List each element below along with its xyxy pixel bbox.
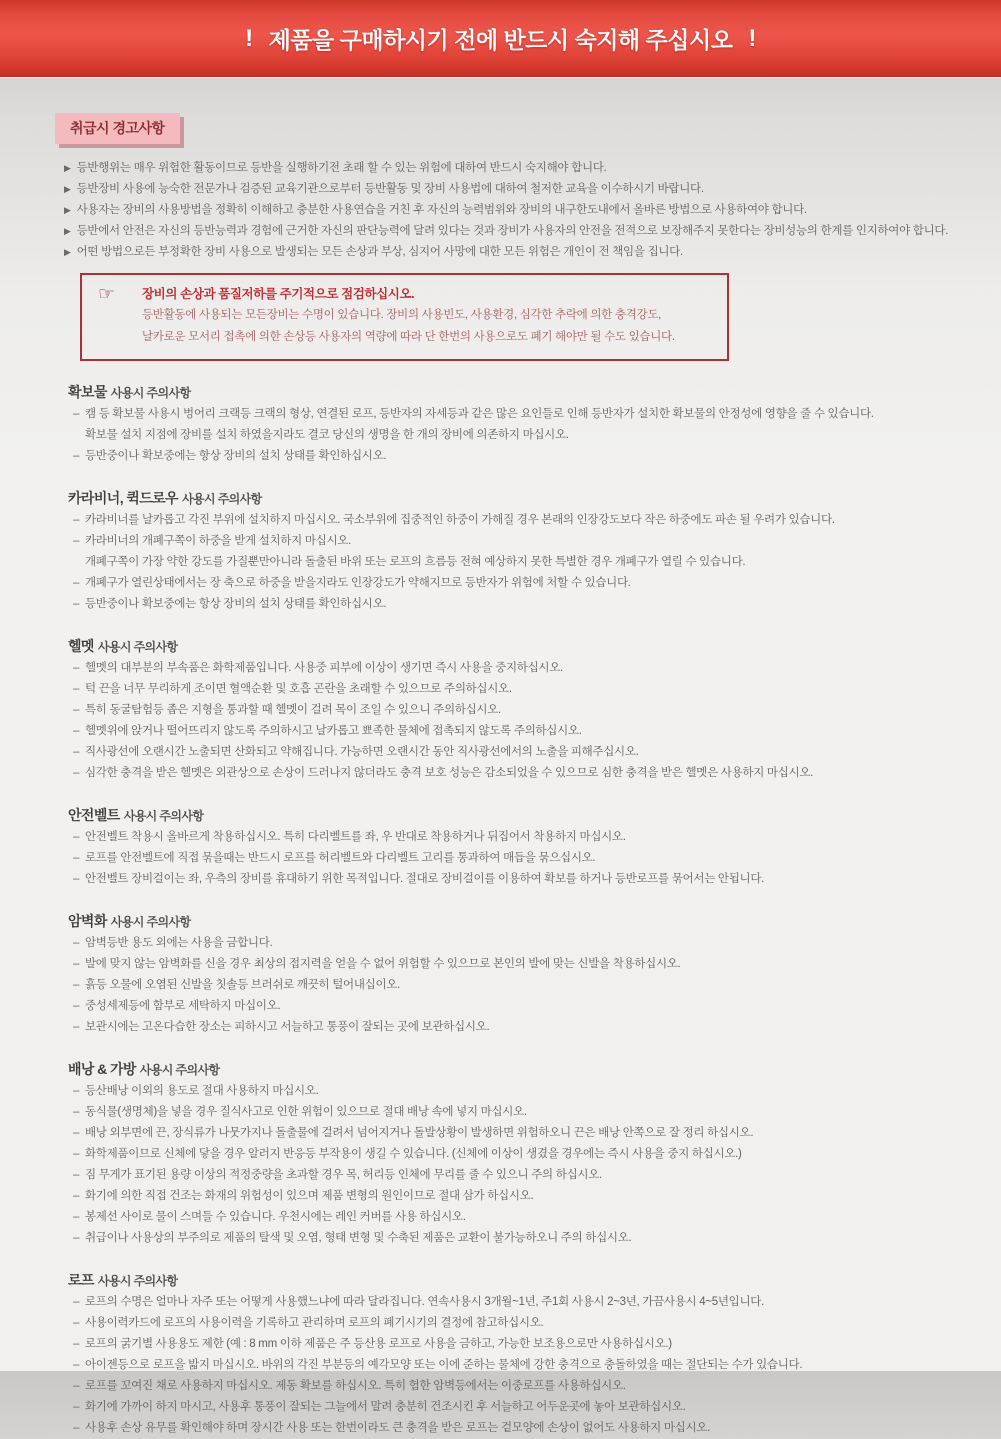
list-item — [68, 552, 1001, 573]
list-item — [68, 721, 1001, 742]
general-warning-item — [64, 158, 1001, 179]
precaution-section — [68, 1270, 1001, 1439]
list-item-text: 로프의 굵기별 사용용도 제한 (예 : 8 mm 이하 제품은 주 등산용 로프로 사용을 금하고, 가능한 보조용으로만 사용하십시오.) — [85, 1338, 672, 1350]
list-item-text: 개폐구가 열린상태에서는 장 축으로 하중을 받을지라도 인장강도가 약해지므로 등반자가 위험에 처할 수 있습니다. — [85, 577, 631, 589]
dash-bullet: – — [73, 1317, 80, 1329]
list-item-text: 취급이나 사용상의 부주의로 제품의 탈색 및 오염, 형태 변형 및 수축된 제품은 교환이 불가능하오니 주의 하십시오. — [85, 1232, 632, 1244]
section-item-list — [68, 827, 1001, 890]
list-item-text: 동식물(생명체)을 넣을 경우 질식사고로 인한 위험이 있으므로 절대 배낭 속에 넣지 마십시오. — [85, 1106, 527, 1118]
dash-bullet: – — [73, 1000, 80, 1012]
dash-bullet: – — [73, 1106, 80, 1118]
inspection-notice-line: 등반활동에 사용되는 모든장비는 수명이 있습니다. 장비의 사용빈도, 사용환경, 심각한 추락에 의한 충격강도, — [142, 309, 662, 321]
precaution-section — [68, 382, 1001, 467]
dash-bullet: – — [73, 514, 80, 526]
list-item-text: 아이젠등으로 로프을 밟지 마십시오. 바위의 각진 부분등의 예각모양 또는 이에 준하는 물체에 강한 충격으로 충돌하였을 때는 절단되는 수가 있습니다. — [85, 1359, 803, 1371]
dash-bullet: – — [73, 408, 80, 420]
list-item-text: 봉제선 사이로 물이 스며들 수 있습니다. 우천시에는 레인 커버를 사용 하십시오. — [85, 1211, 466, 1223]
dash-bullet: – — [73, 1169, 80, 1181]
list-item-text: 보관시에는 고온다습한 장소는 피하시고 서늘하고 통풍이 잘되는 곳에 보관하십시오. — [85, 1021, 490, 1033]
list-item — [68, 1292, 1001, 1313]
section-item-list — [68, 1081, 1001, 1249]
list-item — [68, 1334, 1001, 1355]
list-item — [68, 975, 1001, 996]
general-warning-item — [64, 221, 1001, 242]
dash-bullet: – — [73, 1380, 80, 1392]
list-item-text: 흙등 오물에 오염된 신발을 칫솔등 브러쉬로 깨끗히 털어내십이오. — [85, 979, 401, 991]
dash-bullet: – — [73, 1338, 80, 1350]
section-title-suffix: 사용시 주의사항 — [110, 915, 191, 929]
list-item-text: 사용이력카드에 로프의 사용이력을 기록하고 관리하며 로프의 폐기시기의 결정에 참고하십시오. — [85, 1317, 544, 1329]
section-heading — [68, 636, 1001, 658]
list-item — [68, 1376, 1001, 1397]
banner-title-text: 제품을 구매하시기 전에 반드시 숙지해 주십시오 — [268, 27, 733, 53]
precaution-sections — [68, 382, 1001, 1439]
list-item — [68, 827, 1001, 848]
inspection-notice-box — [80, 273, 729, 361]
general-warning-item — [64, 200, 1001, 221]
section-heading — [68, 1270, 1001, 1292]
list-item — [68, 933, 1001, 954]
list-item-text: 카라비너를 날카롭고 각진 부위에 설치하지 마십시오. 국소부위에 집중적인 하중이 가해질 경우 본래의 인장강도보다 작은 하중에도 파손 될 우려가 있습니다. — [85, 514, 835, 526]
dash-bullet: – — [73, 1021, 80, 1033]
list-item — [68, 510, 1001, 531]
dash-bullet: – — [73, 598, 80, 610]
triangle-bullet-icon: ▶ — [64, 247, 71, 257]
list-item-text: 로프를 안전벨트에 직접 묶을때는 반드시 로프를 허리벨트와 다리벨트 고리를 통과하여 매듭을 묶으십시오. — [85, 852, 596, 864]
general-warning-text: 어떤 방법으로든 부정확한 장비 사용으로 발생되는 모든 손상과 부상, 심지어 사망에 대한 모든 위험은 개인이 전 책임을 집니다. — [76, 246, 683, 258]
dash-bullet: – — [73, 704, 80, 716]
list-item-text: 카라비너의 개폐구쪽이 하중을 받게 설치하지 마십시오. — [85, 535, 351, 547]
dash-bullet: – — [73, 852, 80, 864]
list-item — [68, 848, 1001, 869]
section-heading — [68, 488, 1001, 510]
section-title-suffix: 사용시 주의사항 — [139, 1063, 220, 1077]
list-item-text: 화기에 의한 직접 건조는 화재의 위험성이 있으며 제품 변형의 원인이므로 절대 삼가 하십시오. — [85, 1190, 534, 1202]
dash-bullet: – — [73, 450, 80, 462]
precaution-section — [68, 1059, 1001, 1249]
section-title: 로프 — [68, 1272, 94, 1288]
dash-bullet: – — [73, 1422, 80, 1434]
precaution-section — [68, 488, 1001, 615]
dash-bullet: – — [73, 577, 80, 589]
section-title: 안전벨트 — [68, 807, 120, 823]
section-title: 카라비너, 퀵드로우 — [68, 490, 178, 506]
dash-bullet: – — [73, 535, 80, 547]
section-item-list — [68, 510, 1001, 615]
dash-bullet: – — [73, 1190, 80, 1202]
section-title-suffix: 사용시 주의사항 — [110, 386, 191, 400]
general-warning-text: 사용자는 장비의 사용방법을 정확히 이해하고 충분한 사용연습을 거친 후 자신의 능력범위와 장비의 내구한도내에서 올바른 방법으로 사용하여야 합니다. — [76, 204, 807, 216]
section-title: 암벽화 — [68, 913, 107, 929]
list-item — [68, 1081, 1001, 1102]
list-item-text: 안전벨트 장비걸이는 좌, 우측의 장비를 휴대하기 위한 목적입니다. 절대로 장비걸이를 이용하여 확보를 하거나 등반로프를 묶어서는 안됩니다. — [85, 873, 765, 885]
list-item-text: 심각한 충격을 받은 헬멧은 외관상으로 손상이 드러나지 않더라도 충격 보호 성능은 감소되었을 수 있으므로 심한 충격을 받은 헬멧은 사용하지 마십시오. — [85, 767, 814, 779]
dash-bullet: – — [73, 662, 80, 674]
top-warning-banner — [0, 0, 1001, 78]
general-warning-text: 등반행위는 매우 위험한 활동이므로 등반을 실행하기전 초래 할 수 있는 위험에 대하여 반드시 숙지해야 합니다. — [76, 162, 607, 174]
list-item-text: 등반중이나 확보중에는 항상 장비의 설치 상태를 확인하십시오. — [85, 450, 387, 462]
dash-bullet: – — [73, 1296, 80, 1308]
dash-bullet: – — [73, 1085, 80, 1097]
section-title: 헬멧 — [68, 638, 94, 654]
list-item — [68, 594, 1001, 615]
dash-bullet: – — [73, 746, 80, 758]
list-item-text: 로프의 수명은 얼마나 자주 또는 어떻게 사용했느냐에 따라 달라집니다. 연속사용시 3개월~1년, 주1회 사용시 2~3년, 가끔사용시 4~5년입니다. — [85, 1296, 764, 1308]
list-item — [68, 404, 1001, 425]
exclamation-mark-left: ! — [245, 24, 253, 52]
list-item — [68, 1186, 1001, 1207]
list-item-text: 턱 끈을 너무 무리하게 조이면 혈액순환 및 호흡 곤란을 초래할 수 있으므로 주의하십시오. — [85, 683, 512, 695]
section-heading — [68, 1059, 1001, 1081]
list-item-text: 확보물 설치 지점에 장비를 설치 하였을지라도 결코 당신의 생명을 한 개의 장비에 의존하지 마십시오. — [85, 429, 569, 441]
list-item-text: 암벽등반 용도 외에는 사용을 금합니다. — [85, 937, 273, 949]
pointing-hand-icon: ☞ — [98, 284, 116, 305]
list-item-text: 화학제품이므로 신체에 닿을 경우 알러지 반응등 부작용이 생길 수 있습니다. (신체에 이상이 생겼을 경우에는 즉시 사용을 중지 하십시오.) — [85, 1148, 742, 1160]
list-item — [68, 1165, 1001, 1186]
list-item-text: 짐 무게가 표기된 용량 이상의 적정중량을 초과할 경우 목, 허리등 인체에 무리를 줄 수 있으니 주의 하십시오. — [85, 1169, 602, 1181]
triangle-bullet-icon: ▶ — [64, 205, 71, 215]
section-heading — [68, 911, 1001, 933]
list-item — [68, 996, 1001, 1017]
list-item-text: 발에 맞지 않는 암벽화를 신을 경우 최상의 접지력을 얻을 수 없어 위험할 수 있으므로 본인의 발에 맞는 신발을 착용하십시오. — [85, 958, 681, 970]
list-item — [68, 573, 1001, 594]
exclamation-mark-right: ! — [748, 24, 756, 52]
section-item-list — [68, 1292, 1001, 1439]
dash-bullet: – — [73, 1148, 80, 1160]
list-item — [68, 1418, 1001, 1439]
triangle-bullet-icon: ▶ — [64, 163, 71, 173]
list-item-text: 사용후 손상 유무를 확인해야 하며 장시간 사용 또는 한번이라도 큰 충격을 받은 로프는 겉모양에 손상이 없어도 사용하지 마십시오. — [85, 1422, 710, 1434]
list-item-text: 직사광선에 오랜시간 노출되면 산화되고 약해집니다. 가능하면 오랜시간 동안 직사광선에서의 노출을 피해주십시오. — [85, 746, 639, 758]
list-item — [68, 425, 1001, 446]
dash-bullet: – — [73, 831, 80, 843]
list-item — [68, 1123, 1001, 1144]
list-item-text: 특히 동굴탐험등 좁은 지형을 통과할 때 헬멧이 걸려 목이 조일 수 있으니 주의하십시오. — [85, 704, 501, 716]
triangle-bullet-icon: ▶ — [64, 184, 71, 194]
precaution-section — [68, 636, 1001, 784]
general-warning-item — [64, 242, 1001, 263]
dash-bullet: – — [73, 1211, 80, 1223]
dash-bullet: – — [73, 1401, 80, 1413]
list-item — [68, 1355, 1001, 1376]
list-item-text: 화기에 가까이 하지 마시고, 사용후 통풍이 잘되는 그늘에서 말려 충분히 건조시킨 후 서늘하고 어두운곳에 놓아 보관하십시오. — [85, 1401, 686, 1413]
general-warning-text: 등반에서 안전은 자신의 등반능력과 경험에 근거한 자신의 판단능력에 달려 있다는 것과 장비가 사용자의 안전을 전적으로 보장해주지 못한다는 장비성능의 한계를 인지하여야 합니다. — [76, 225, 949, 237]
list-item — [68, 531, 1001, 552]
list-item-text: 헬멧위에 앉거나 떨어뜨리지 않도록 주의하시고 날카롭고 뾰족한 물체에 접촉되지 않도록 주의하십시오. — [85, 725, 582, 737]
dash-bullet: – — [73, 1232, 80, 1244]
precaution-section — [68, 805, 1001, 890]
list-item-text: 로프를 꼬여진 채로 사용하지 마십시오. 제동 확보를 하십시오. 특히 험한 암벽등에서는 이중로프를 사용하십시오. — [85, 1380, 626, 1392]
list-item-text: 배낭 외부면에 끈, 장식류가 나뭇가지나 돌출물에 걸려서 넘어지거나 돌발상황이 발생하면 위험하오니 끈은 배낭 안쪽으로 잘 정리 하십시오. — [85, 1127, 754, 1139]
dash-bullet: – — [73, 683, 80, 695]
section-heading — [68, 382, 1001, 404]
dash-bullet: – — [73, 873, 80, 885]
list-item-text: 헬멧의 대부분의 부속품은 화학제품입니다. 사용중 피부에 이상이 생기면 즉시 사용을 중지하십시오. — [85, 662, 563, 674]
list-item — [68, 446, 1001, 467]
list-item — [68, 1144, 1001, 1165]
list-item-text: 등반중이나 확보중에는 항상 장비의 설치 상태를 확인하십시오. — [85, 598, 387, 610]
section-title-suffix: 사용시 주의사항 — [97, 640, 178, 654]
general-warning-item — [64, 179, 1001, 200]
dash-bullet: – — [73, 958, 80, 970]
dash-bullet: – — [73, 1127, 80, 1139]
list-item — [68, 1228, 1001, 1249]
list-item — [68, 658, 1001, 679]
precaution-section — [68, 911, 1001, 1038]
list-item — [68, 1102, 1001, 1123]
list-item — [68, 1207, 1001, 1228]
list-item-text: 등산배낭 이외의 용도로 절대 사용하지 마십시오. — [85, 1085, 319, 1097]
list-item — [68, 1017, 1001, 1038]
inspection-notice-line: 날카로운 모서리 접촉에 의한 손상등 사용자의 역량에 따라 단 한번의 사용으로도 폐기 해야만 될 수도 있습니다. — [142, 330, 675, 343]
list-item — [68, 1313, 1001, 1334]
general-warnings-list — [64, 158, 1001, 263]
section-title-suffix: 사용시 주의사항 — [97, 1274, 178, 1288]
section-item-list — [68, 404, 1001, 467]
general-warning-text: 등반장비 사용에 능숙한 전문가나 검증된 교육기관으로부터 등반활동 및 장비 사용법에 대하여 철저한 교육을 이수하시기 바랍니다. — [76, 183, 704, 195]
section-item-list — [68, 658, 1001, 784]
triangle-bullet-icon: ▶ — [64, 226, 71, 236]
list-item-text: 중성세제등에 함부로 세탁하지 마십이오. — [85, 1000, 281, 1012]
dash-bullet: – — [73, 725, 80, 737]
list-item-text: 캠 등 확보물 사용시 벙어리 크랙등 크랙의 형상, 연결된 로프, 등반자의 자세등과 같은 많은 요인들로 인해 등반자가 설치한 확보물의 안정성에 영향을 줄 수 있습니다. — [85, 408, 874, 420]
section-title-suffix: 사용시 주의사항 — [123, 809, 204, 823]
list-item — [68, 954, 1001, 975]
inspection-notice-title: 장비의 손상과 품질저하를 주기적으로 점검하십시오. — [142, 287, 415, 301]
section-title-suffix: 사용시 주의사항 — [181, 492, 262, 506]
dash-bullet: – — [73, 1359, 80, 1371]
list-item — [68, 700, 1001, 721]
list-item — [68, 742, 1001, 763]
list-item — [68, 1397, 1001, 1418]
list-item-text: 개폐구쪽이 가장 약한 강도를 가질뿐만아니라 돌출된 바위 또는 로프의 흐름등 전혀 예상하지 못한 특별한 경우 개폐구가 열릴 수 있습니다. — [85, 556, 746, 568]
section-heading — [68, 805, 1001, 827]
banner-title — [245, 22, 756, 55]
dash-bullet: – — [73, 767, 80, 779]
section-title: 배낭 & 가방 — [68, 1061, 136, 1077]
section-item-list — [68, 933, 1001, 1038]
list-item-text: 안전벨트 착용시 올바르게 착용하십시오. 특히 다리벨트를 좌, 우 반대로 착용하거나 뒤집어서 착용하지 마십시오. — [85, 831, 626, 843]
list-item — [68, 763, 1001, 784]
dash-bullet: – — [73, 937, 80, 949]
list-item — [68, 679, 1001, 700]
section-title: 확보물 — [68, 384, 107, 400]
list-item — [68, 869, 1001, 890]
dash-bullet: – — [73, 979, 80, 991]
handling-warnings-label: 취급시 경고사항 — [55, 113, 180, 144]
